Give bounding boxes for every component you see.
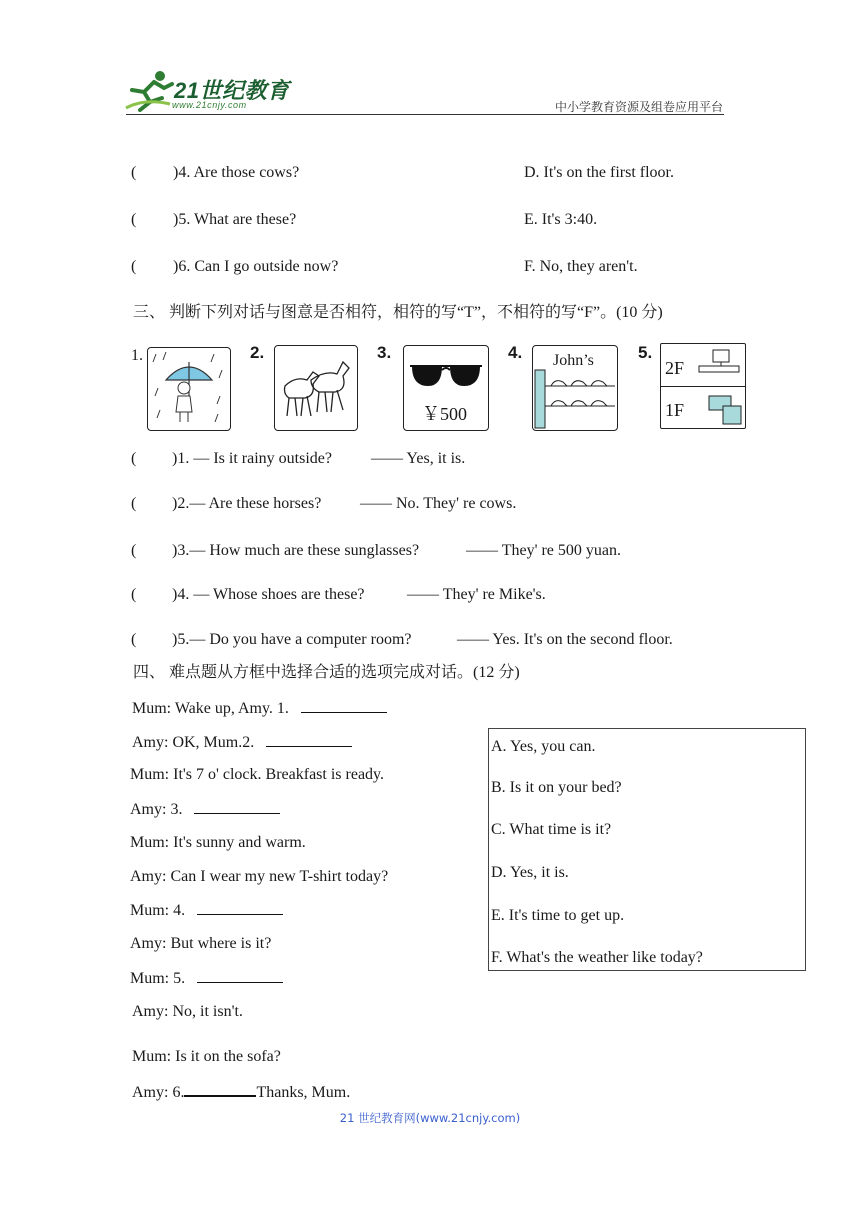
answer-paren[interactable]: ( (131, 258, 137, 275)
dialogue-text: Mum: Wake up, Amy. 1. (132, 700, 289, 717)
runner-logo-icon (124, 68, 176, 112)
answer-paren[interactable]: ( (131, 211, 137, 228)
site-logo (124, 66, 294, 114)
girl-umbrella-rain-icon (147, 347, 231, 431)
question-text: )3.— How much are these sunglasses? (172, 542, 420, 559)
dialogue-text: Amy: OK, Mum.2. (132, 734, 255, 751)
answer-paren[interactable]: ( (131, 631, 137, 648)
dialogue-text: Mum: 5. (130, 970, 186, 987)
picture-4 (508, 343, 620, 431)
question-text: )5.— Do you have a computer room? (172, 631, 412, 648)
question-text: )2.— Are these horses? (172, 495, 322, 512)
reply-text: —— They' re 500 yuan. (466, 542, 621, 559)
platform-name: 中小学教育资源及组卷应用平台 (554, 100, 723, 114)
answer-blank[interactable] (197, 900, 283, 915)
picture-5 (638, 343, 750, 431)
picture-2 (250, 343, 360, 431)
floor-label-bottom: 1F (665, 400, 685, 420)
question-text: )5. What are these? (173, 211, 297, 228)
dialogue-text: Mum: 4. (130, 902, 186, 919)
answer-option: F. No, they aren't. (524, 258, 638, 275)
question-text: )4. Are those cows? (173, 164, 300, 181)
answer-paren[interactable]: ( (131, 450, 137, 467)
option-b: B. Is it on your bed? (491, 779, 622, 796)
header-divider (126, 114, 724, 115)
question-text: )6. Can I go outside now? (173, 258, 339, 275)
reply-text: —— They' re Mike's. (407, 586, 546, 603)
answer-paren[interactable]: ( (131, 542, 137, 559)
reply-text: —— Yes, it is. (371, 450, 466, 467)
dialogue-text: Thanks, Mum. (256, 1084, 351, 1101)
answer-blank[interactable] (301, 698, 387, 713)
option-e: E. It's time to get up. (491, 907, 625, 924)
dialogue-line: Amy: Can I wear my new T-shirt today? (130, 868, 389, 885)
logo-url: www.21cnjy.com (172, 100, 247, 110)
question-text: )4. — Whose shoes are these? (172, 586, 365, 603)
picture-1 (131, 343, 235, 431)
picture-3 (377, 343, 489, 431)
picture-number: 5. (638, 343, 653, 362)
options-box (488, 728, 806, 971)
option-c: C. What time is it? (491, 821, 612, 838)
dialogue-line: Amy: No, it isn't. (132, 1003, 243, 1020)
dialogue-line: Mum: It's sunny and warm. (130, 834, 306, 851)
horses-icon (274, 345, 358, 431)
answer-option: E. It's 3:40. (524, 211, 598, 228)
answer-paren[interactable]: ( (131, 164, 137, 181)
answer-paren[interactable]: ( (131, 586, 137, 603)
dialogue-line (132, 732, 352, 753)
section3-title: 三、 判断下列对话与图意是否相符，相符的写“T”，不相符的写“F”。(10 分) (133, 304, 663, 321)
price-label: ￥500 (422, 404, 467, 424)
dialogue-line (130, 799, 280, 820)
dialogue-text: Amy: 6. (132, 1084, 185, 1101)
page-footer: 21 世纪教育网(www.21cnjy.com) (339, 1111, 521, 1125)
floors-icon (660, 343, 746, 429)
reply-text: —— Yes. It's on the second floor. (457, 631, 673, 648)
answer-blank[interactable] (266, 732, 352, 747)
answer-option: D. It's on the first floor. (524, 164, 674, 181)
reply-text: —— No. They' re cows. (360, 495, 517, 512)
logo-text: 21世纪教育 (174, 78, 290, 103)
shoe-shelf-icon (532, 345, 618, 431)
dialogue-text: Amy: 3. (130, 801, 183, 818)
dialogue-line: Amy: But where is it? (130, 935, 272, 952)
answer-blank[interactable] (194, 799, 280, 814)
section4-title: 四、 难点题从方框中选择合适的选项完成对话。(12 分) (133, 664, 520, 681)
picture-number: 3. (377, 343, 392, 362)
question-text: )1. — Is it rainy outside? (172, 450, 332, 467)
answer-blank[interactable] (184, 1081, 256, 1097)
option-f: F. What's the weather like today? (491, 949, 703, 966)
dialogue-line: Mum: Is it on the sofa? (132, 1048, 281, 1065)
option-a: A. Yes, you can. (491, 738, 596, 755)
picture-number: 4. (508, 343, 523, 362)
answer-blank[interactable] (197, 968, 283, 983)
dialogue-line: Mum: It's 7 o' clock. Breakfast is ready. (130, 766, 384, 783)
picture-number: 2. (250, 343, 265, 362)
dialogue-line (130, 968, 283, 989)
floor-label-top: 2F (665, 358, 685, 378)
dialogue-line (132, 1081, 350, 1103)
option-d: D. Yes, it is. (491, 864, 569, 881)
shop-sign: John’s (553, 352, 594, 369)
answer-paren[interactable]: ( (131, 495, 137, 512)
picture-number: 1. (131, 347, 143, 364)
dialogue-line (130, 900, 283, 921)
dialogue-line (132, 698, 387, 719)
sunglasses-icon (403, 345, 489, 431)
